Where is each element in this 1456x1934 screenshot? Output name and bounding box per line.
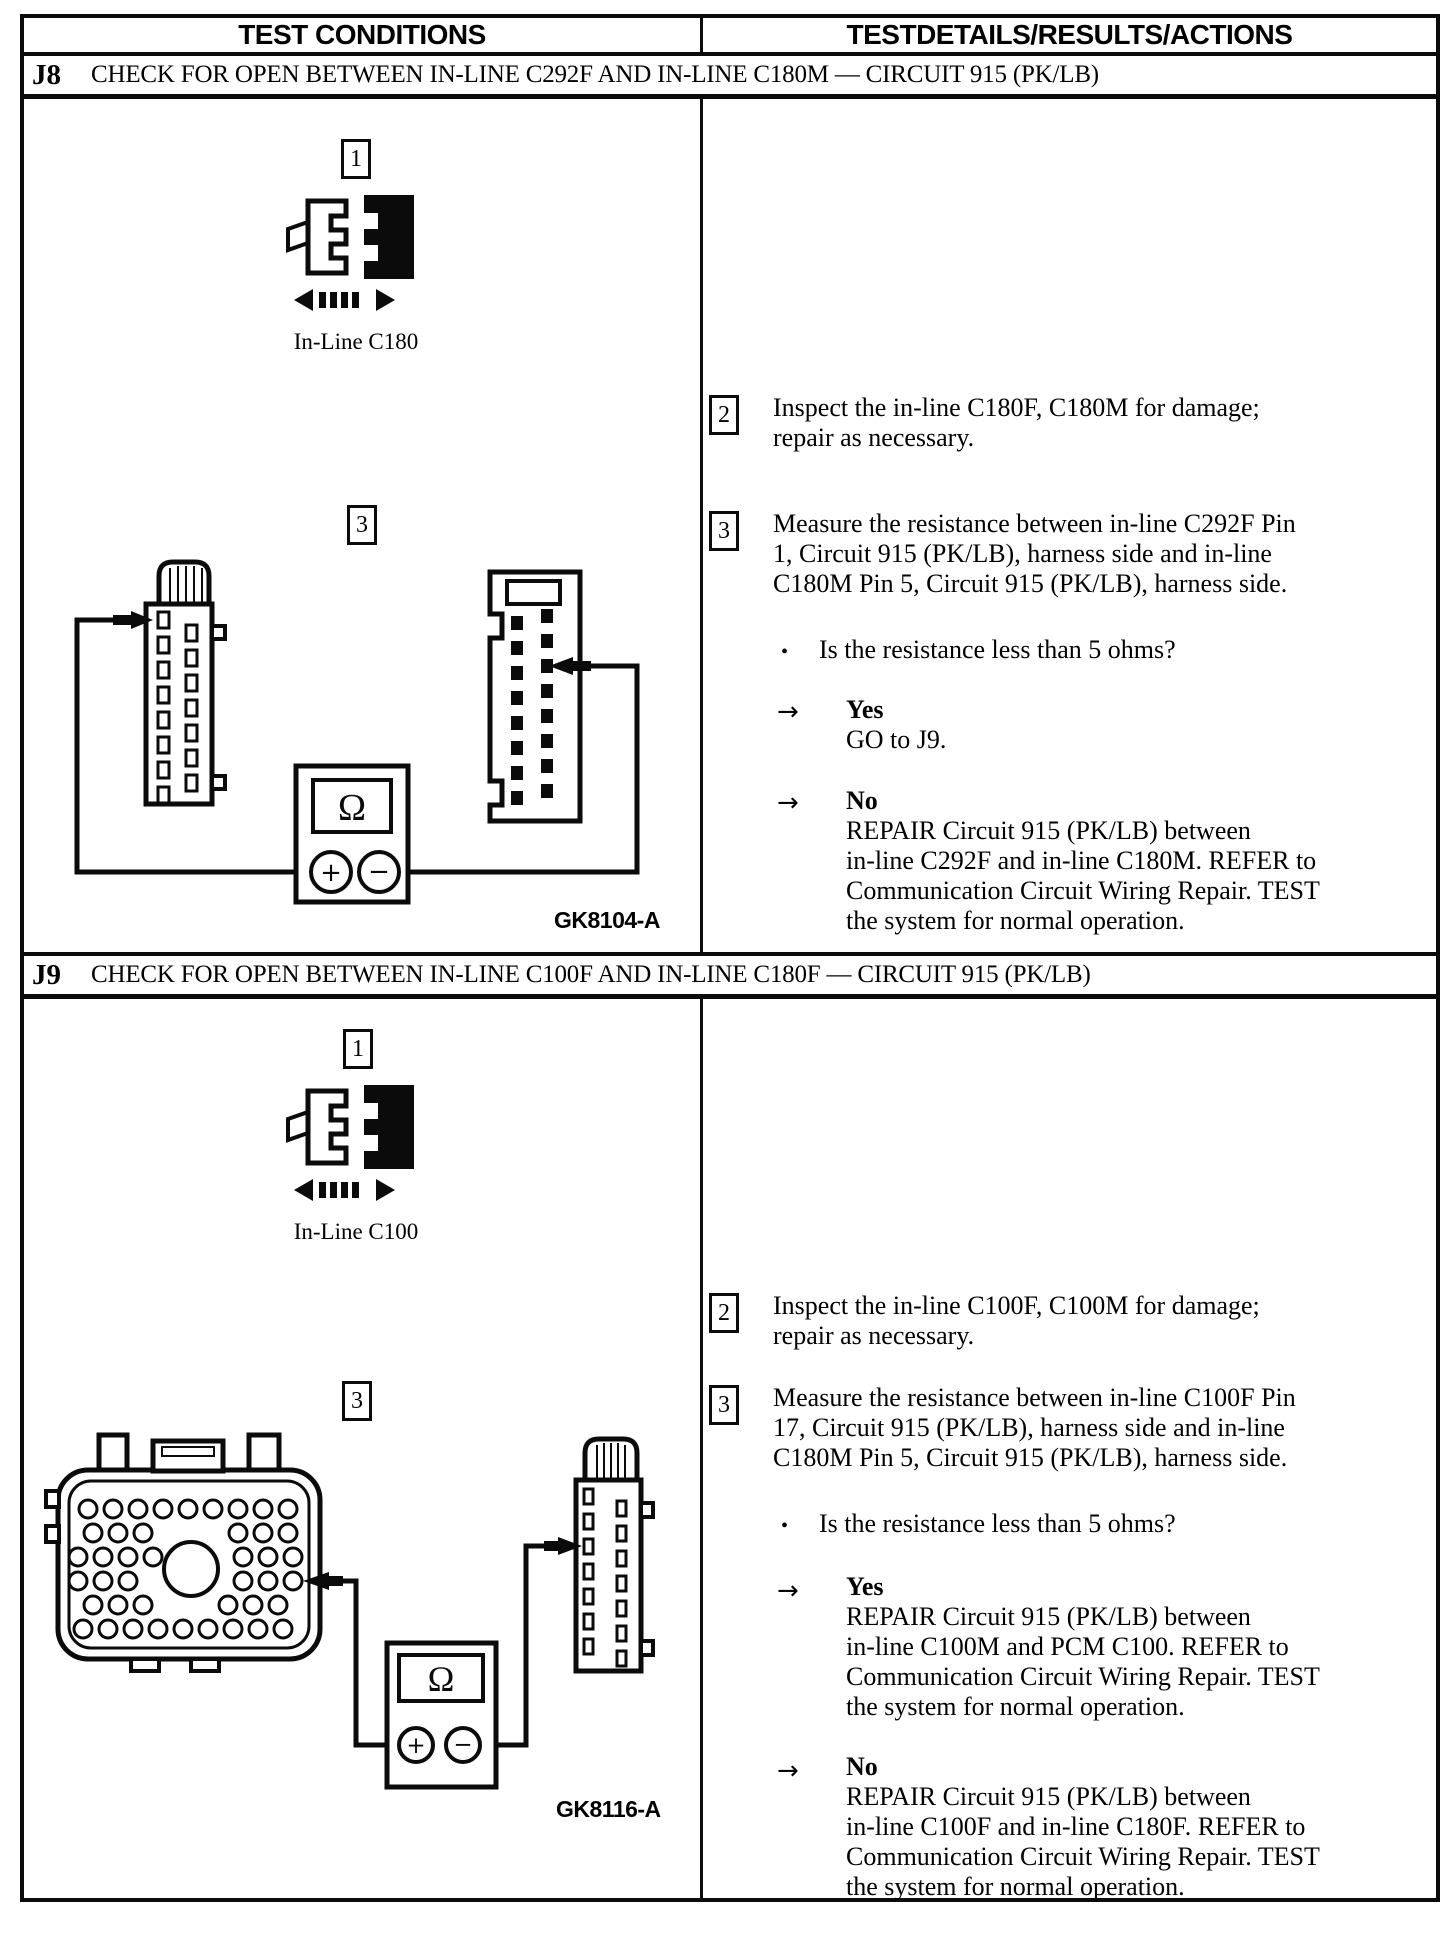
step-number-badge: 2	[709, 395, 739, 435]
mating-arrow-icon	[294, 289, 395, 311]
ohm-symbol: Ω	[427, 1659, 455, 1699]
measurement-diagram-j9	[31, 1429, 681, 1829]
step-number-badge: 3	[709, 1385, 739, 1425]
bullet-icon: •	[781, 641, 789, 663]
text-line: in-line C100M and PCM C100. REFER to	[846, 1632, 1289, 1661]
section-title-j9: CHECK FOR OPEN BETWEEN IN-LINE C100F AND IN-LINE C180F — CIRCUIT 915 (PK/LB)	[91, 961, 1091, 988]
section-body-j8	[24, 99, 1436, 952]
section-body-j9	[24, 999, 1436, 1901]
result-label: No	[846, 1752, 878, 1781]
column-header-test-conditions: TEST CONDITIONS	[238, 19, 486, 50]
result-yes	[846, 695, 946, 755]
step-text	[773, 1291, 1260, 1351]
bullet-icon: •	[781, 1515, 789, 1537]
male-connector-graphic	[490, 572, 580, 821]
table-header-row	[24, 18, 1436, 56]
female-connector-graphic	[288, 1091, 346, 1163]
column-header-test-details: TESTDETAILS/RESULTS/ACTIONS	[700, 18, 1436, 52]
ohmmeter-graphic	[296, 766, 408, 902]
pinpoint-test-document	[20, 14, 1440, 1902]
pcm-connector-graphic	[46, 1435, 320, 1671]
result-label: Yes	[846, 1572, 884, 1601]
text-line: Inspect the in-line C100F, C100M for damage;	[773, 1291, 1260, 1320]
result-label: Yes	[846, 695, 884, 724]
section-banner-j8	[24, 56, 1436, 99]
text-line: in-line C100F and in-line C180F. REFER to	[846, 1812, 1306, 1841]
text-line: Inspect the in-line C180F, C180M for damage;	[773, 393, 1260, 422]
question-text: Is the resistance less than 5 ohms?	[819, 635, 1176, 664]
result-arrow-icon: →	[777, 697, 799, 727]
inline-connector-icon	[286, 183, 421, 323]
column-divider	[700, 999, 703, 1898]
measurement-diagram-j8	[41, 554, 681, 934]
result-label: No	[846, 786, 878, 815]
figure-code: GK8104-A	[554, 907, 660, 933]
result-no	[846, 786, 1320, 936]
text-line: 17, Circuit 915 (PK/LB), harness side and in-line	[773, 1413, 1285, 1442]
text-line: repair as necessary.	[773, 423, 975, 452]
figure-step-badge: 1	[343, 1029, 373, 1069]
figure-step-badge: 3	[342, 1381, 372, 1421]
step-text	[773, 393, 1260, 453]
text-line: Communication Circuit Wiring Repair. TEST	[846, 1842, 1320, 1871]
section-id-j9: J9	[32, 958, 61, 991]
ohmmeter-graphic	[387, 1643, 496, 1787]
text-line: the system for normal operation.	[846, 906, 1185, 935]
text-line: C180M Pin 5, Circuit 915 (PK/LB), harness side.	[773, 569, 1288, 598]
male-connector-graphic	[364, 195, 414, 279]
female-connector-graphic	[288, 201, 346, 273]
ohm-symbol: Ω	[337, 787, 367, 829]
figure-caption: In-Line C180	[293, 329, 419, 354]
section-id-j8: J8	[32, 58, 61, 91]
section-title-j8: CHECK FOR OPEN BETWEEN IN-LINE C292F AND IN-LINE C180M — CIRCUIT 915 (PK/LB)	[91, 61, 1099, 88]
figure-caption: In-Line C100	[293, 1219, 419, 1244]
text-line: Measure the resistance between in-line C292F Pin	[773, 509, 1296, 538]
step-text	[773, 1383, 1296, 1473]
result-no	[846, 1752, 1320, 1902]
section-banner-j9	[24, 952, 1436, 999]
female-connector-graphic	[146, 562, 225, 804]
question-text: Is the resistance less than 5 ohms?	[819, 1509, 1176, 1538]
text-line: REPAIR Circuit 915 (PK/LB) between	[846, 816, 1251, 845]
inline-connector-vertical-graphic	[576, 1439, 653, 1671]
result-arrow-icon: →	[777, 1756, 799, 1786]
step-number-badge: 2	[709, 1293, 739, 1333]
plus-terminal-label: +	[406, 1733, 426, 1759]
minus-terminal-label: −	[453, 1732, 473, 1758]
figure-step-badge: 1	[341, 139, 371, 179]
plus-terminal-label: +	[320, 858, 342, 888]
text-line: in-line C292F and in-line C180M. REFER to	[846, 846, 1317, 875]
text-line: REPAIR Circuit 915 (PK/LB) between	[846, 1782, 1251, 1811]
result-yes	[846, 1572, 1320, 1722]
text-line: Communication Circuit Wiring Repair. TEST	[846, 1662, 1320, 1691]
text-line: repair as necessary.	[773, 1321, 975, 1350]
text-line: the system for normal operation.	[846, 1872, 1185, 1901]
result-arrow-icon: →	[777, 1576, 799, 1606]
text-line: Measure the resistance between in-line C100F Pin	[773, 1383, 1296, 1412]
question-row	[781, 635, 1176, 667]
text-line: Communication Circuit Wiring Repair. TEST	[846, 876, 1320, 905]
figure-code: GK8116-A	[556, 1796, 661, 1822]
step-number-badge: 3	[709, 511, 739, 551]
step-text	[773, 509, 1296, 599]
text-line: C180M Pin 5, Circuit 915 (PK/LB), harness side.	[773, 1443, 1288, 1472]
text-line: GO to J9.	[846, 725, 947, 754]
text-line: REPAIR Circuit 915 (PK/LB) between	[846, 1602, 1251, 1631]
figure-step-badge: 3	[347, 505, 377, 545]
male-connector-graphic	[364, 1085, 414, 1169]
result-arrow-icon: →	[777, 788, 799, 818]
mating-arrow-icon	[294, 1179, 395, 1201]
text-line: 1, Circuit 915 (PK/LB), harness side and in-line	[773, 539, 1272, 568]
minus-terminal-label: −	[368, 857, 390, 887]
inline-connector-icon	[286, 1073, 421, 1213]
column-divider	[700, 99, 703, 952]
question-row	[781, 1509, 1176, 1541]
text-line: the system for normal operation.	[846, 1692, 1185, 1721]
